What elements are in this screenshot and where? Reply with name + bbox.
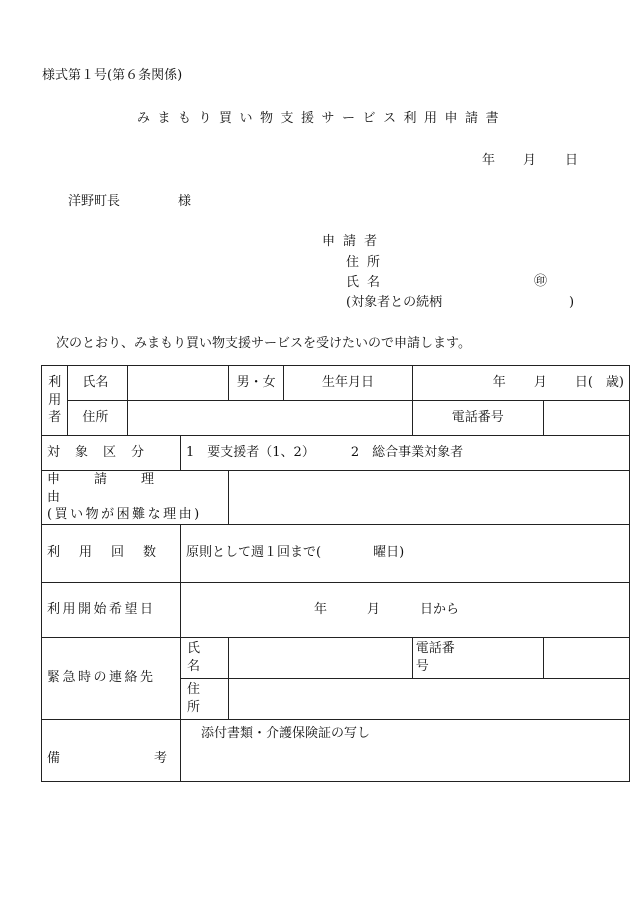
date-day-label: 日 [565, 153, 579, 168]
em-phone-label-line: 電話番 [415, 641, 455, 657]
phone-label: 電話番号 [412, 401, 543, 436]
table-row [42, 524, 630, 582]
remarks-text: 添付書類・介護保険証の写し [201, 725, 371, 741]
frequency-text: 原則として週１回まで( [186, 545, 322, 561]
reason-sublabel: (買い物が困難な理由) [47, 507, 202, 523]
em-name-label-cell [181, 637, 229, 678]
seal-mark: ㊞ [534, 274, 548, 289]
table-row [42, 637, 630, 678]
birthdate-label: 生年月日 [284, 366, 413, 401]
start-label: 利用開始希望日 [47, 601, 156, 617]
category-label: 対象区分 [47, 445, 160, 461]
frequency-label-cell [42, 524, 181, 582]
gender-select[interactable]: 男・女 [229, 366, 284, 401]
em-name-label-char: 氏 [187, 641, 201, 657]
form-title: みまもり買い物支援サービス利用申請書 [137, 111, 507, 126]
start-date-field[interactable] [181, 582, 630, 637]
user-label-char: 用 [48, 392, 62, 408]
reason-field[interactable] [229, 471, 630, 525]
table-row [42, 436, 630, 471]
user-label-char: 者 [48, 410, 62, 426]
table-row [42, 366, 630, 401]
remarks-label-2: 考 [154, 751, 168, 767]
addressee-honorific: 様 [178, 194, 192, 209]
emergency-address-field[interactable] [229, 678, 630, 719]
emergency-label-cell [42, 637, 181, 719]
em-phone-label-cell [412, 637, 543, 678]
table-row [42, 719, 630, 781]
start-label-cell [42, 582, 181, 637]
reason-label-cell [42, 471, 229, 525]
birth-year-label: 年 [492, 375, 506, 391]
category-label-cell [42, 436, 181, 471]
frequency-weekday-label: 曜日) [373, 545, 405, 561]
reason-label: 申請理由 [47, 472, 189, 505]
category-option-2[interactable]: 2 総合事業対象者 [350, 445, 464, 461]
table-row [42, 582, 630, 637]
birth-day-age-label: 日( 歳) [574, 375, 624, 391]
start-day-label: 日から [420, 601, 460, 617]
table-row [42, 471, 630, 525]
user-address-field[interactable] [128, 401, 413, 436]
applicant-address-label: 住所 [346, 255, 389, 270]
emergency-phone-field[interactable] [543, 637, 629, 678]
application-table [41, 365, 630, 782]
em-address-label-char: 住 [187, 682, 201, 698]
user-name-field[interactable] [128, 366, 229, 401]
frequency-label: 利用回数 [47, 545, 176, 561]
em-address-label-char: 所 [187, 699, 201, 715]
em-name-label-char: 名 [187, 658, 201, 674]
birthdate-field[interactable] [412, 366, 629, 401]
category-option-1[interactable]: 1 要支援者（1、2） [186, 445, 315, 461]
applicant-heading: 申請者 [322, 234, 386, 249]
relation-label: (対象者との続柄 [346, 295, 443, 310]
start-year-label: 年 [314, 601, 328, 617]
form-number: 様式第１号(第６条関係) [42, 68, 183, 83]
user-phone-field[interactable] [543, 401, 629, 436]
em-phone-label-line: 号 [415, 658, 429, 674]
remarks-label-cell [42, 719, 181, 781]
user-label-char: 利 [48, 375, 62, 391]
category-options [181, 436, 630, 471]
applicant-name-label: 氏名 [346, 275, 389, 290]
intro-text: 次のとおり、みまもり買い物支援サービスを受けたいので申請します。 [56, 336, 471, 351]
remarks-field[interactable] [181, 719, 630, 781]
user-label-cell [42, 366, 68, 436]
name-label: 氏名 [68, 366, 128, 401]
relation-close: ) [569, 295, 575, 310]
address-label: 住所 [68, 401, 128, 436]
emergency-name-field[interactable] [229, 637, 413, 678]
birth-month-label: 月 [533, 375, 547, 391]
frequency-field[interactable] [181, 524, 630, 582]
em-address-label-cell [181, 678, 229, 719]
addressee: 洋野町長 [68, 194, 121, 209]
date-month-label: 月 [523, 153, 537, 168]
start-month-label: 月 [367, 601, 381, 617]
remarks-label-1: 備 [47, 751, 61, 767]
table-row [42, 401, 630, 436]
date-year-label: 年 [482, 153, 496, 168]
emergency-label: 緊急時の連絡先 [47, 670, 156, 686]
